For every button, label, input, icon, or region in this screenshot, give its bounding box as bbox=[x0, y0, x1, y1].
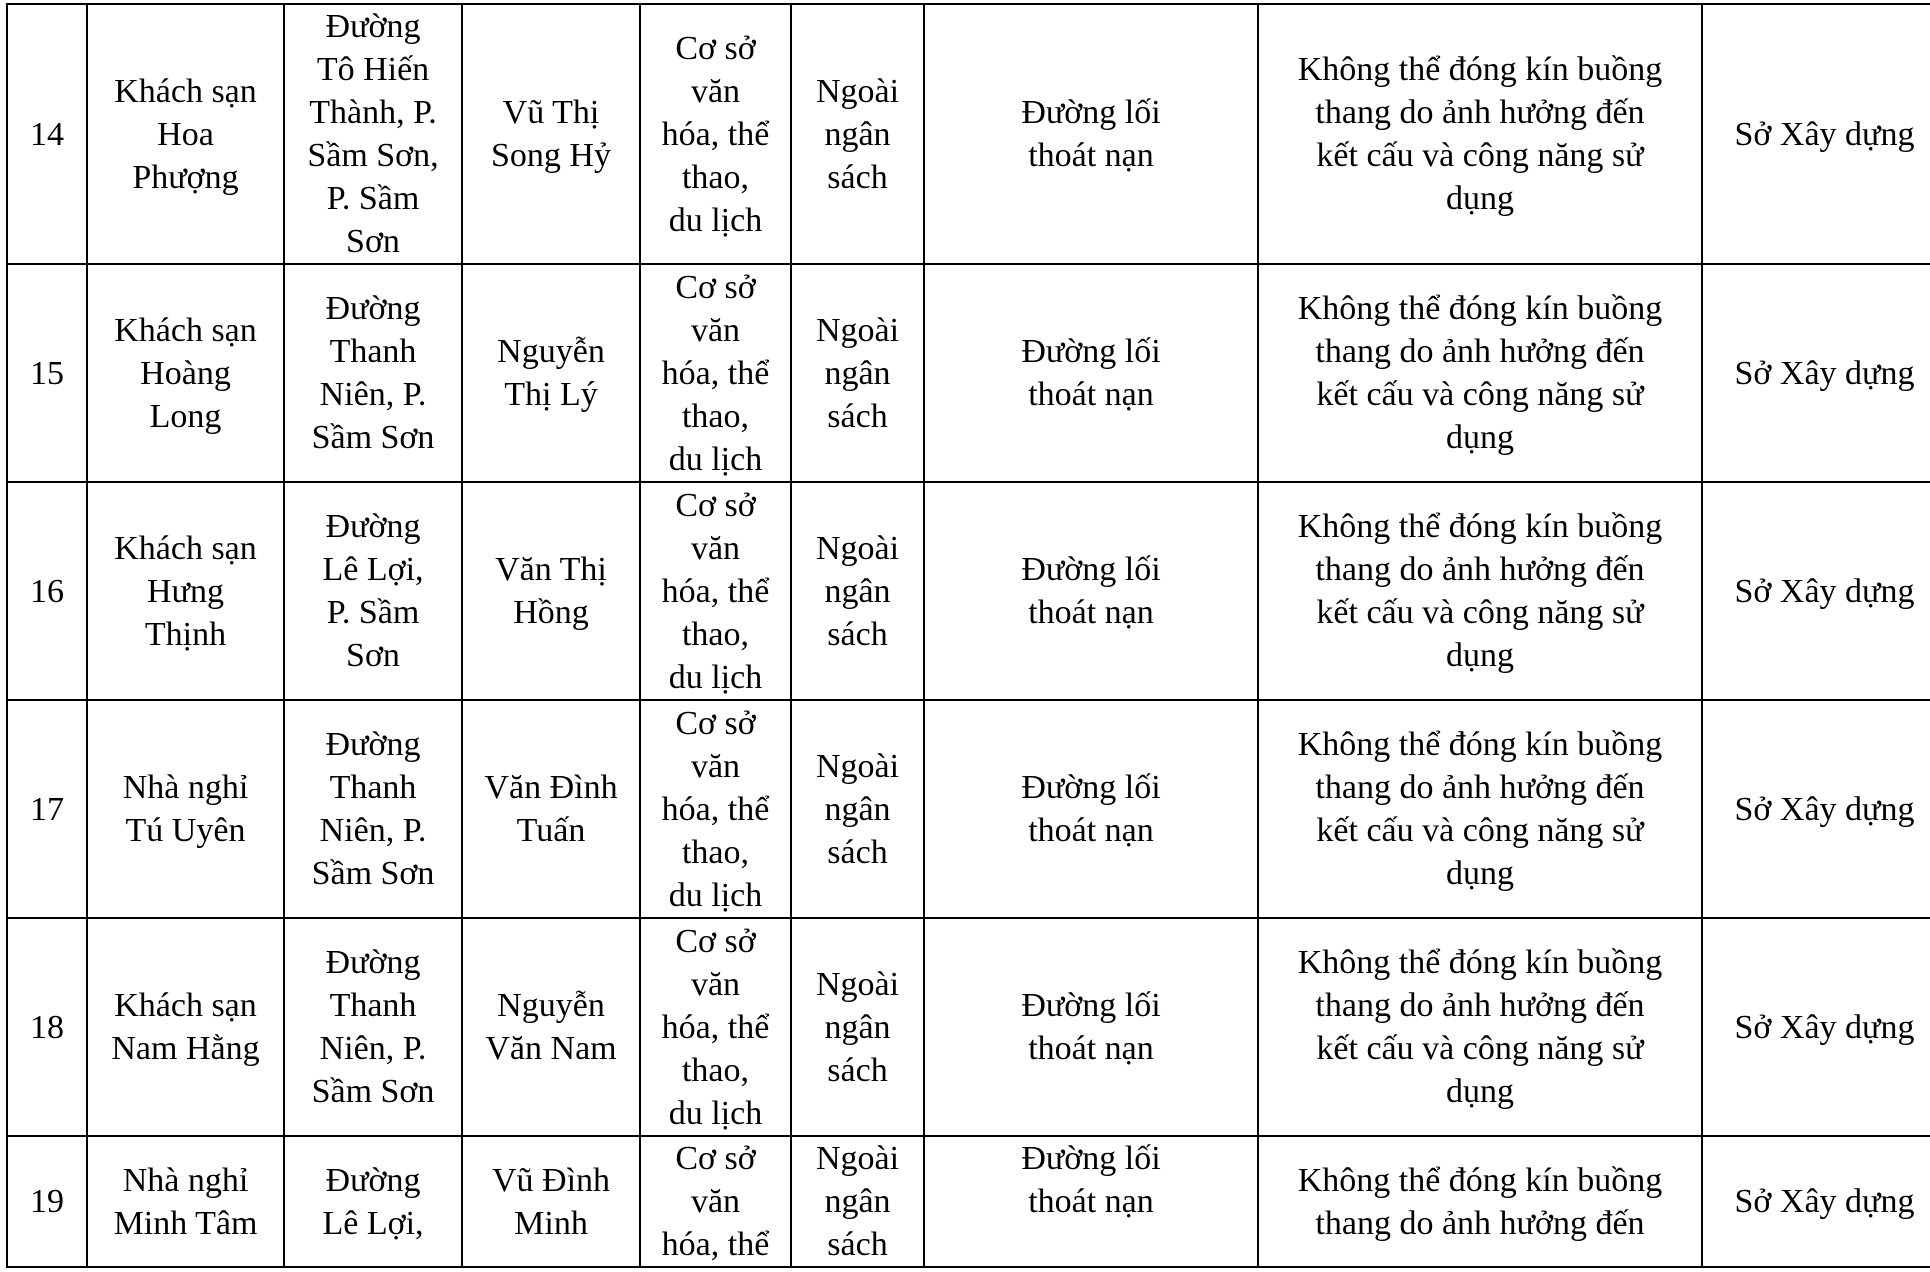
facility-type: Cơ sở văn hóa, thể thao, du lịch bbox=[640, 264, 791, 482]
row-number: 14 bbox=[7, 4, 87, 264]
facility-table bbox=[6, 3, 1930, 1268]
table-row bbox=[7, 482, 1930, 700]
facility-name: Khách sạn Hoa Phượng bbox=[87, 4, 284, 264]
violation-reason: Không thể đóng kín buồng thang do ảnh hưởng đến kết cấu và công năng sử dụng bbox=[1258, 4, 1702, 264]
facility-owner: Vũ Thị Song Hỷ bbox=[462, 4, 640, 264]
facility-address: Đường Thanh Niên, P. Sầm Sơn bbox=[284, 700, 462, 918]
funding-source: Ngoài ngân sách bbox=[791, 700, 924, 918]
facility-type: Cơ sở văn hóa, thể thao, du lịch bbox=[640, 918, 791, 1136]
funding-source: Ngoài ngân sách bbox=[791, 1136, 924, 1267]
responsible-agency: Sở Xây dựng bbox=[1702, 4, 1930, 264]
facility-type: Cơ sở văn hóa, thể thao, du lịch bbox=[640, 482, 791, 700]
table-row bbox=[7, 1136, 1930, 1267]
facility-name: Nhà nghỉ Tú Uyên bbox=[87, 700, 284, 918]
facility-address: Đường Thanh Niên, P. Sầm Sơn bbox=[284, 918, 462, 1136]
row-number: 19 bbox=[7, 1136, 87, 1267]
funding-source: Ngoài ngân sách bbox=[791, 264, 924, 482]
facility-name: Khách sạn Hoàng Long bbox=[87, 264, 284, 482]
facility-owner: Văn Thị Hồng bbox=[462, 482, 640, 700]
row-number: 18 bbox=[7, 918, 87, 1136]
facility-address: Đường Lê Lợi, bbox=[284, 1136, 462, 1267]
violation-item: Đường lối thoát nạn bbox=[924, 700, 1258, 918]
violation-reason: Không thể đóng kín buồng thang do ảnh hưởng đến kết cấu và công năng sử dụng bbox=[1258, 264, 1702, 482]
responsible-agency: Sở Xây dựng bbox=[1702, 700, 1930, 918]
funding-source: Ngoài ngân sách bbox=[791, 482, 924, 700]
facility-name: Nhà nghỉ Minh Tâm bbox=[87, 1136, 284, 1267]
responsible-agency: Sở Xây dựng bbox=[1702, 264, 1930, 482]
facility-owner: Vũ Đình Minh bbox=[462, 1136, 640, 1267]
violation-item: Đường lối thoát nạn bbox=[924, 482, 1258, 700]
violation-item: Đường lối thoát nạn bbox=[924, 918, 1258, 1136]
row-number: 16 bbox=[7, 482, 87, 700]
responsible-agency: Sở Xây dựng bbox=[1702, 1136, 1930, 1267]
violation-item: Đường lối thoát nạn bbox=[924, 264, 1258, 482]
facility-owner: Văn Đình Tuấn bbox=[462, 700, 640, 918]
facility-address: Đường Lê Lợi, P. Sầm Sơn bbox=[284, 482, 462, 700]
violation-reason: Không thể đóng kín buồng thang do ảnh hưởng đến kết cấu và công năng sử dụng bbox=[1258, 918, 1702, 1136]
table-row bbox=[7, 700, 1930, 918]
violation-item: Đường lối thoát nạn bbox=[924, 1136, 1258, 1267]
facility-type: Cơ sở văn hóa, thể bbox=[640, 1136, 791, 1267]
responsible-agency: Sở Xây dựng bbox=[1702, 482, 1930, 700]
facility-name: Khách sạn Nam Hằng bbox=[87, 918, 284, 1136]
violation-item: Đường lối thoát nạn bbox=[924, 4, 1258, 264]
violation-reason: Không thể đóng kín buồng thang do ảnh hưởng đến bbox=[1258, 1136, 1702, 1267]
violation-reason: Không thể đóng kín buồng thang do ảnh hưởng đến kết cấu và công năng sử dụng bbox=[1258, 700, 1702, 918]
facility-address: Đường Tô Hiến Thành, P. Sầm Sơn, P. Sầm Sơn bbox=[284, 4, 462, 264]
facility-address: Đường Thanh Niên, P. Sầm Sơn bbox=[284, 264, 462, 482]
violation-reason: Không thể đóng kín buồng thang do ảnh hưởng đến kết cấu và công năng sử dụng bbox=[1258, 482, 1702, 700]
funding-source: Ngoài ngân sách bbox=[791, 918, 924, 1136]
funding-source: Ngoài ngân sách bbox=[791, 4, 924, 264]
row-number: 15 bbox=[7, 264, 87, 482]
table-row bbox=[7, 918, 1930, 1136]
table-row bbox=[7, 4, 1930, 264]
facility-owner: Nguyễn Thị Lý bbox=[462, 264, 640, 482]
facility-name: Khách sạn Hưng Thịnh bbox=[87, 482, 284, 700]
facility-type: Cơ sở văn hóa, thể thao, du lịch bbox=[640, 700, 791, 918]
table-row bbox=[7, 264, 1930, 482]
row-number: 17 bbox=[7, 700, 87, 918]
facility-owner: Nguyễn Văn Nam bbox=[462, 918, 640, 1136]
responsible-agency: Sở Xây dựng bbox=[1702, 918, 1930, 1136]
facility-type: Cơ sở văn hóa, thể thao, du lịch bbox=[640, 4, 791, 264]
